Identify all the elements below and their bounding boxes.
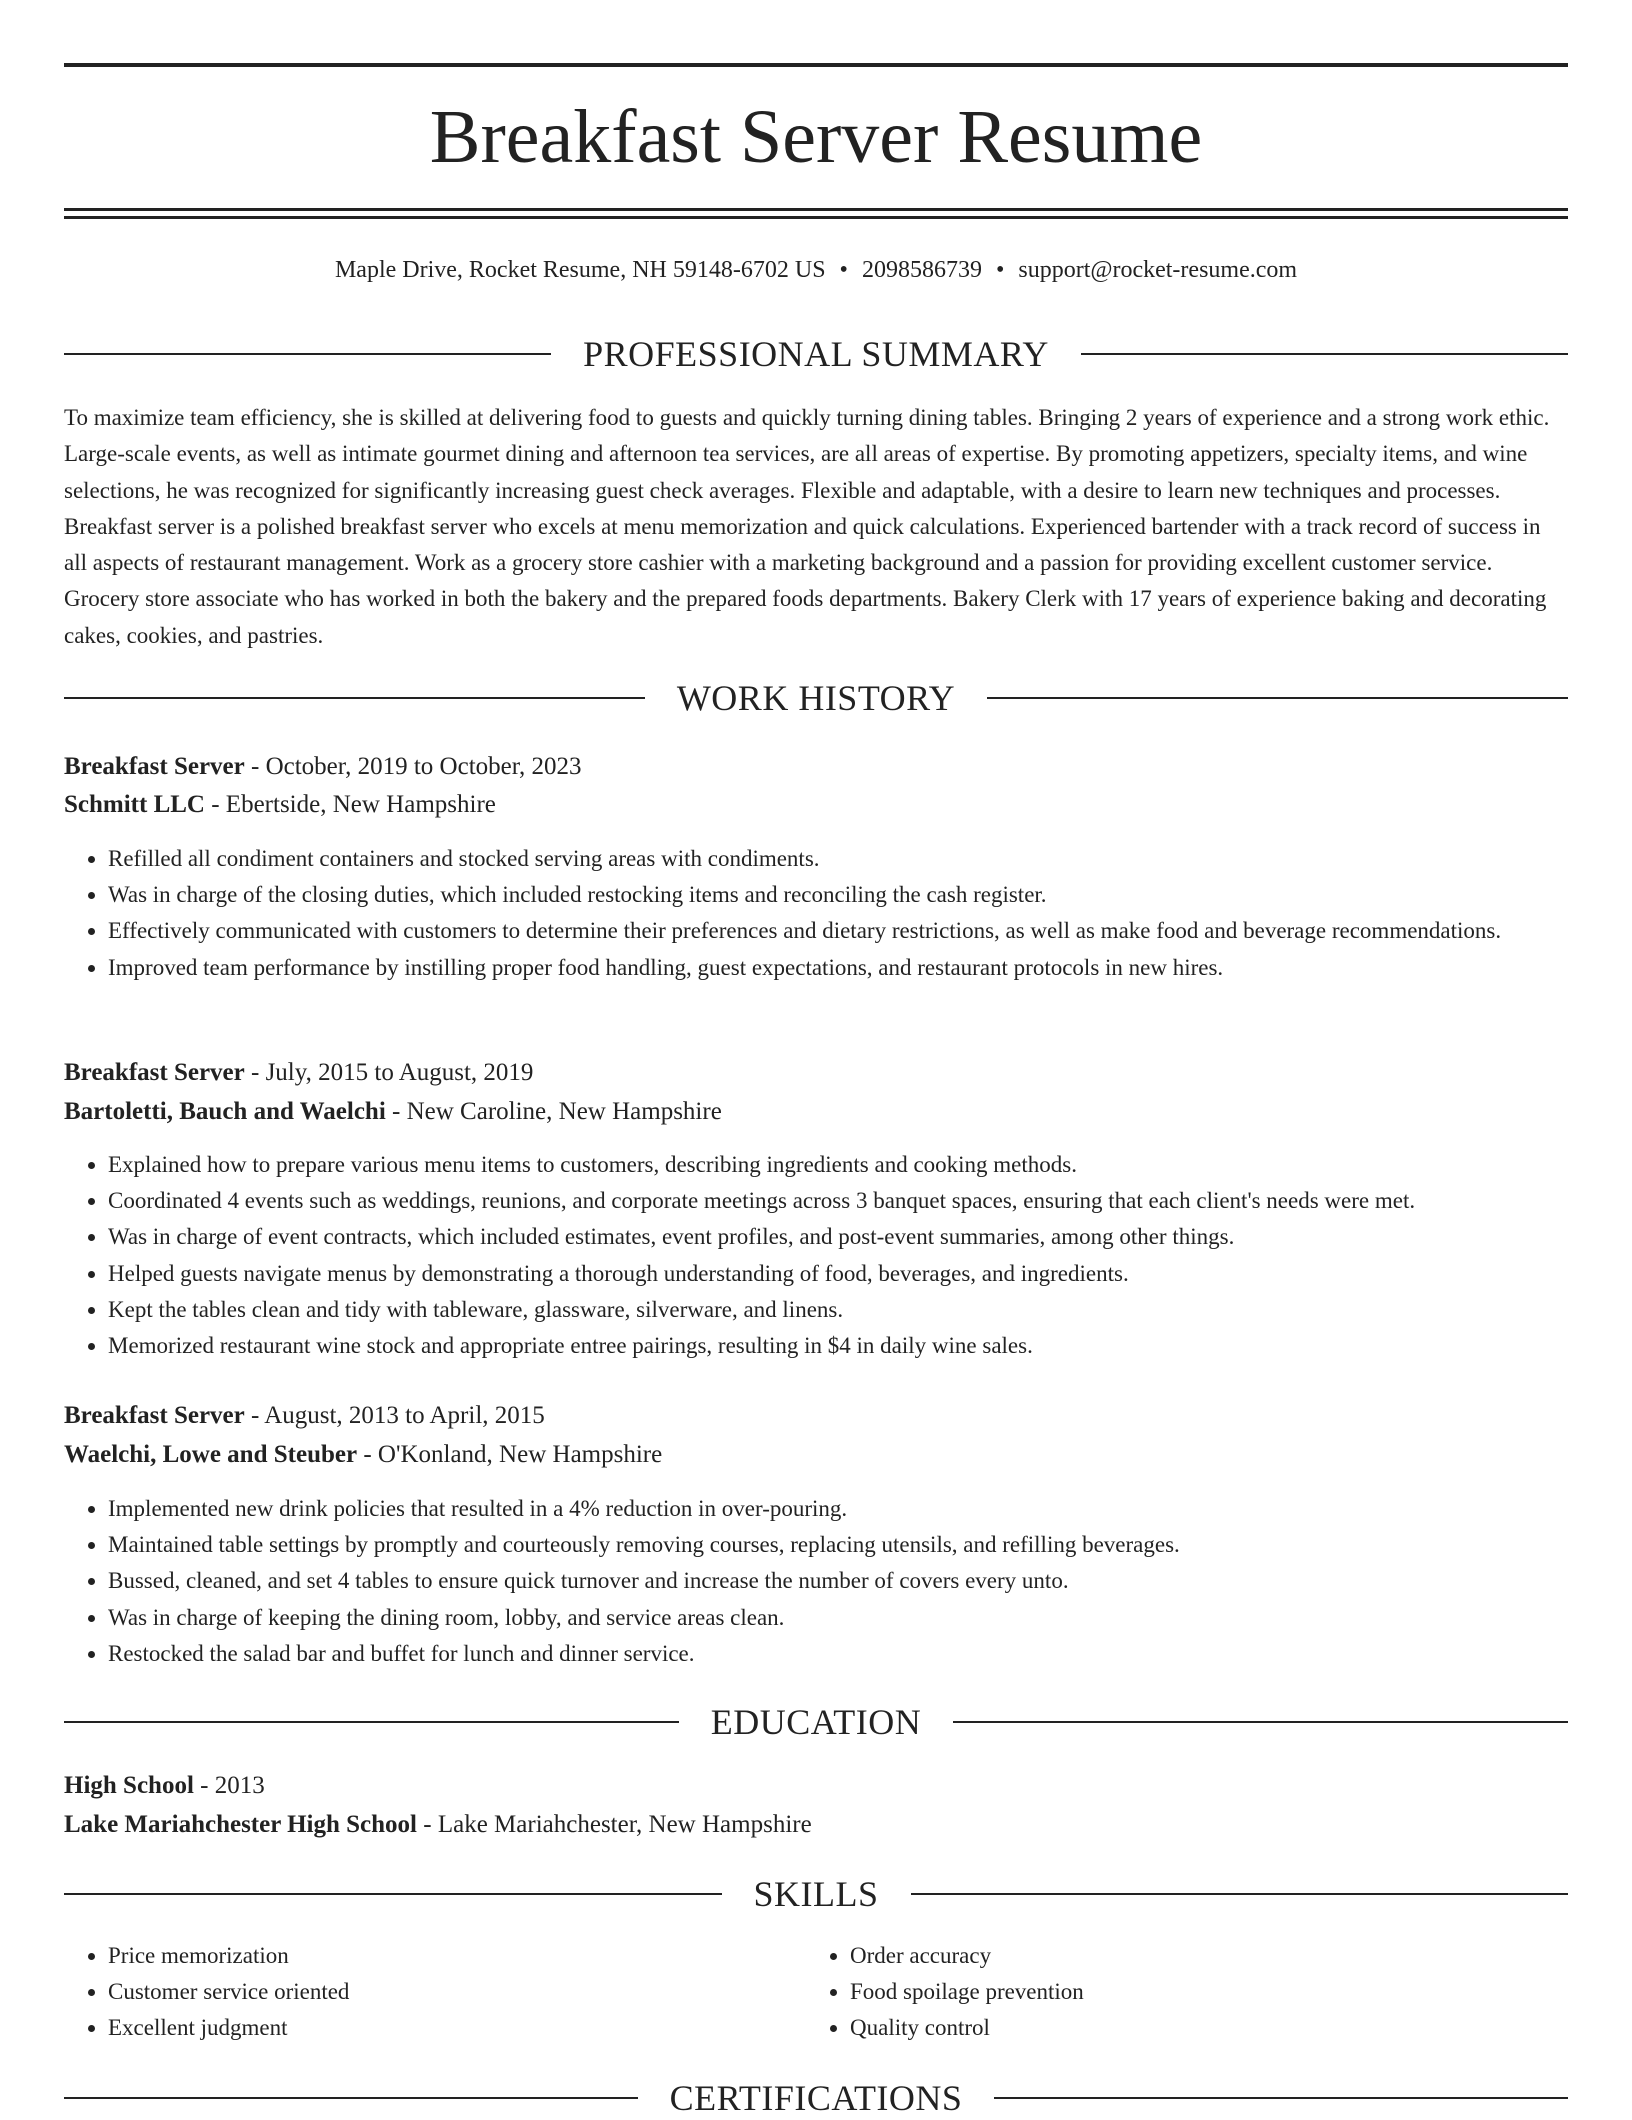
job-company-line [64,1093,1568,1131]
heading-rule [911,1893,1569,1895]
job-bullets [64,841,1568,986]
job-bullet: • Was in charge of the closing duties, which included restocking items and reconciling the cash register. [108,877,1568,913]
job-bullet: • Memorized restaurant wine stock and appropriate entree pairings, resulting in $4 in daily wine sales. [108,1328,1568,1364]
job-bullet: • Coordinated 4 events such as weddings, reunions, and corporate meetings across 3 banquet spaces, ensuring that each client's needs were met. [108,1183,1568,1219]
section-heading-summary [64,332,1568,376]
section-heading-certifications [64,2076,1568,2120]
section-heading-skills [64,1872,1568,1916]
skill-item: • Order accuracy [850,1938,1490,1974]
skill-item: • Customer service oriented [108,1974,748,2010]
job-dates: - August, 2013 to April, 2015 [244,1402,545,1429]
header-top-rule [64,63,1568,67]
heading-label: SKILLS [753,1874,879,1914]
job-company: Schmitt LLC [64,791,205,818]
skills-list-right [806,1938,1490,2047]
heading-rule [64,353,551,355]
header-double-rule-lower [64,216,1568,219]
heading-label: CERTIFICATIONS [669,2078,963,2118]
job-title: Breakfast Server [64,1402,245,1429]
resume-title: Breakfast Server Resume [429,95,1203,179]
resume-page [64,0,1568,2118]
education-school: Lake Mariahchester High School [64,1811,418,1838]
job-title-line [64,1054,1568,1092]
contact-line [64,254,1568,286]
education-year: - 2013 [193,1772,265,1799]
job-company: Waelchi, Lowe and Steuber [64,1441,358,1468]
education-location: - Lake Mariahchester, New Hampshire [417,1811,812,1838]
job-company-line [64,786,1568,824]
education-degree: High School [64,1772,194,1799]
contact-separator: • [839,257,848,283]
skill-item: • Excellent judgment [108,2010,748,2046]
job-title-line [64,1397,1568,1435]
job-title: Breakfast Server [64,1059,245,1086]
contact-phone: 2098586739 [861,257,982,283]
education-school-line [64,1806,1568,1844]
job-bullet: • Improved team performance by instilling proper food handling, guest expectations, and restaurant protocols in new hires. [108,950,1568,986]
professional-summary-text: To maximize team efficiency, she is skilled at delivering food to guests and quickly turning dining tables. Bringing 2 years of experience and a strong work ethic. Large-scale events, as well as intimate gourmet dining and afternoon tea services, are all areas of expertise. By promoting appetizers, specialty items, and wine selections, he was recognized for significantly increasing guest check averages. Flexible and adaptable, with a desire to learn new techniques and processes. Breakfast server is a polished breakfast server who excels at menu memorization and quick calculations. Experienced bartender with a track record of success in all aspects of restaurant management. Work as a grocery store cashier with a marketing background and a passion for providing excellent customer service. Grocery store associate who has worked in both the bakery and the prepared foods departments. Bakery Clerk with 17 years of experience baking and decorating cakes, cookies, and pastries. [64,405,1550,648]
education-degree-line [64,1767,1568,1805]
heading-rule [64,2097,638,2099]
job-bullet: • Was in charge of keeping the dining room, lobby, and service areas clean. [108,1600,1568,1636]
heading-rule [64,697,645,699]
job-title: Breakfast Server [64,753,245,780]
job-title-line [64,748,1568,786]
contact-separator: • [995,257,1005,283]
skill-item: • Quality control [850,2010,1490,2046]
job-location: - New Caroline, New Hampshire [385,1098,722,1125]
skill-item: • Price memorization [108,1938,748,1974]
skills-list-left [64,1938,748,2047]
job-bullet: • Explained how to prepare various menu items to customers, describing ingredients and cooking methods. [108,1147,1568,1183]
heading-rule [1081,353,1568,355]
contact-email: support@rocket-resume.com [1018,257,1298,283]
contact-address: Maple Drive, Rocket Resume, NH 59148-6702 US [334,257,826,283]
job-bullet: • Helped guests navigate menus by demonstrating a thorough understanding of food, beverages, and ingredients. [108,1256,1568,1292]
heading-label: EDUCATION [710,1702,922,1742]
job-dates: - October, 2019 to October, 2023 [244,753,582,780]
heading-rule [987,697,1568,699]
heading-rule [64,1721,679,1723]
job-bullet: • Effectively communicated with customers to determine their preferences and dietary restrictions, as well as make food and beverage recommendations. [108,913,1568,949]
heading-rule [64,1893,722,1895]
job-company-line [64,1436,1568,1474]
heading-rule [994,2097,1568,2099]
job-bullet: • Kept the tables clean and tidy with tableware, glassware, silverware, and linens. [108,1292,1568,1328]
job-company: Bartoletti, Bauch and Waelchi [64,1098,386,1125]
job-bullets [64,1491,1568,1672]
job-bullets [64,1147,1568,1364]
job-bullet: • Maintained table settings by promptly and courteously removing courses, replacing utensils, and refilling beverages. [108,1527,1568,1563]
job-bullet: • Bussed, cleaned, and set 4 tables to ensure quick turnover and increase the number of covers every unto. [108,1563,1568,1599]
job-bullet: • Refilled all condiment containers and stocked serving areas with condiments. [108,841,1568,877]
header-double-rule-upper [64,208,1568,211]
skill-item: • Food spoilage prevention [850,1974,1490,2010]
job-bullet: • Restocked the salad bar and buffet for lunch and dinner service. [108,1636,1568,1672]
heading-label: WORK HISTORY [676,678,956,718]
job-dates: - July, 2015 to August, 2019 [244,1059,534,1086]
section-heading-education [64,1700,1568,1744]
job-bullet: • Implemented new drink policies that resulted in a 4% reduction in over-pouring. [108,1491,1568,1527]
heading-rule [953,1721,1568,1723]
heading-label: PROFESSIONAL SUMMARY [583,334,1049,374]
job-location: - Ebertside, New Hampshire [204,791,496,818]
job-bullet: • Was in charge of event contracts, which included estimates, event profiles, and post-event summaries, among other things. [108,1219,1568,1255]
section-heading-work-history [64,676,1568,720]
job-location: - O'Konland, New Hampshire [357,1441,663,1468]
